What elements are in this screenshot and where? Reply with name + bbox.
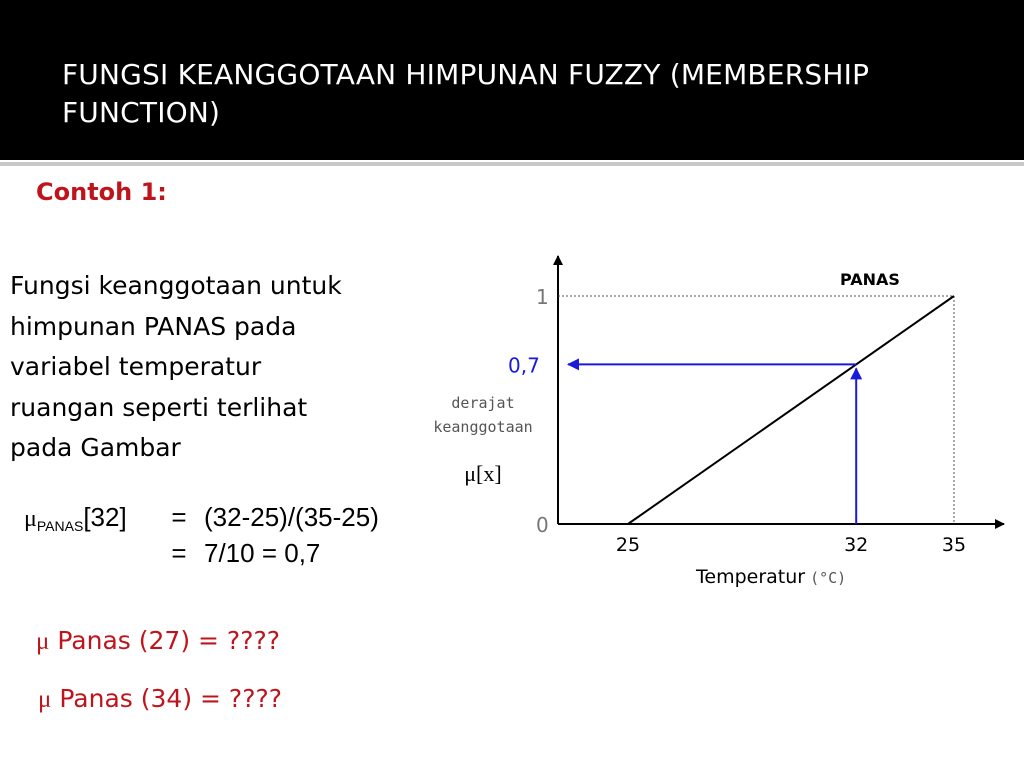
equals-sign: = [171,502,187,532]
y-axis-symbol: μ[x] [464,461,502,486]
description-line: himpunan PANAS pada [10,311,297,341]
mu-symbol: μ [36,628,50,655]
question-2 [38,684,282,714]
question-1 [36,626,280,656]
description [10,266,405,469]
membership-chart [400,248,1020,598]
y-tick-label: 0 [536,513,549,537]
x-tick-label: 32 [844,534,869,556]
formula-row [24,538,379,574]
formula-arg: [32] [83,502,127,532]
series-label: PANAS [840,270,900,289]
equals-sign: = [171,538,187,568]
mu-symbol: μ [24,506,37,532]
x-tick-label: 35 [941,534,967,556]
formula [24,502,379,574]
annotation-label: 0,7 [508,353,540,378]
example-heading: Contoh 1: [36,178,167,206]
x-axis-title: Temperatur [696,566,806,588]
x-tick-label: 25 [615,534,641,556]
x-axis-unit: (°C) [810,569,847,587]
description-line: variabel temperatur [10,352,262,381]
y-axis-label-line: derajat [451,394,515,412]
y-axis-label-line: keanggotaan [433,418,533,436]
question-text: Panas (27) = ???? [49,626,280,655]
formula-subscript: PANAS [36,518,84,534]
formula-lhs [24,502,160,533]
mu-symbol: μ [38,686,52,713]
header-divider [0,162,1024,166]
formula-line-2: 7/10 = 0,7 [204,538,321,568]
question-text: Panas (34) = ???? [51,684,282,713]
formula-row [24,502,379,538]
description-line: ruangan seperti terlihat [10,392,308,422]
slide-title: FUNGSI KEANGGOTAAN HIMPUNAN FUZZY (MEMBERSHIP FUNCTION) [62,58,870,129]
series-line-panas [628,296,954,524]
description-line: Fungsi keanggotaan untuk [10,271,342,300]
y-tick-label: 1 [536,285,549,309]
description-line: pada Gambar [10,433,181,462]
x-axis-label [695,566,846,588]
formula-line-1: (32-25)/(35-25) [204,502,379,532]
